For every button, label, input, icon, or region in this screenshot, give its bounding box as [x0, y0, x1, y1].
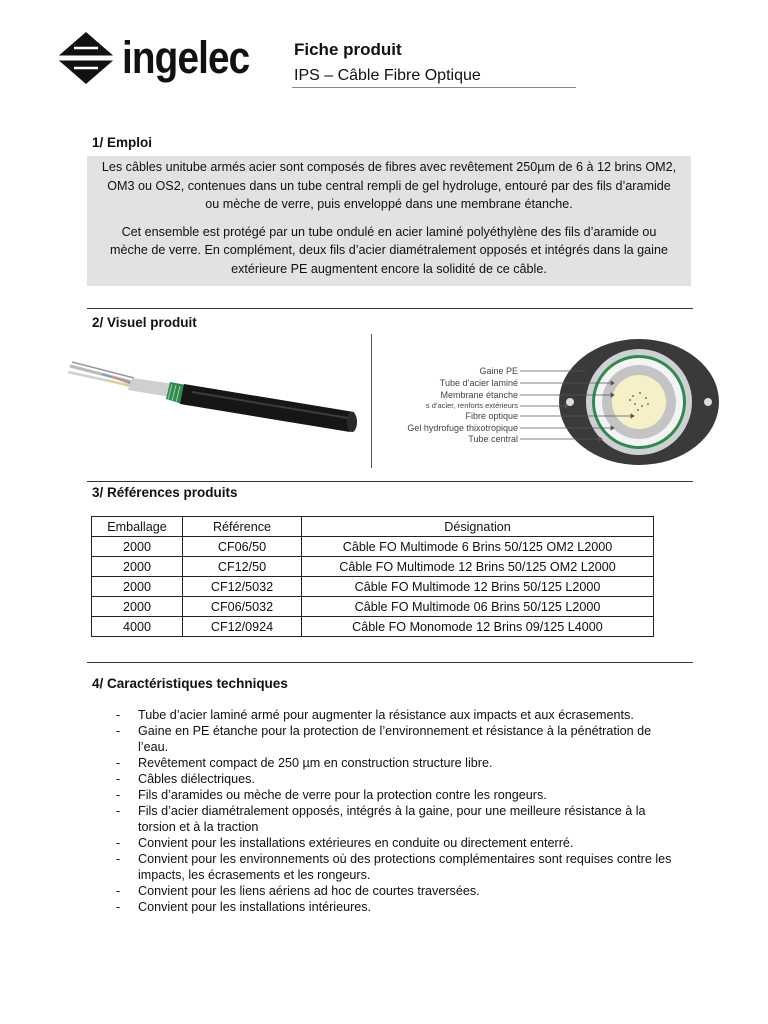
table-header-row — [92, 517, 654, 537]
brand-name: ingelec — [122, 32, 250, 83]
cross-label: Membrane étanche — [440, 390, 518, 400]
cross-label: Gel hydrofuge thixotropique — [407, 423, 518, 433]
characteristics-list — [113, 707, 683, 915]
cell-emballage: 4000 — [92, 617, 183, 637]
cell-emballage: 2000 — [92, 597, 183, 617]
cell-emballage: 2000 — [92, 557, 183, 577]
emploi-text-box — [87, 156, 691, 286]
cell-reference: CF06/50 — [183, 537, 302, 557]
table-row — [92, 617, 654, 637]
section-title-references: 3/ Références produits — [92, 485, 238, 500]
list-item: - Revêtement compact de 250 µm en construction structure libre. — [113, 755, 683, 771]
list-item: - Convient pour les installations extérieures en conduite ou directement enterré. — [113, 835, 683, 851]
column-header-designation: Désignation — [302, 517, 654, 537]
cross-label: Tube central — [468, 434, 518, 444]
section-title-emploi: 1/ Emploi — [92, 135, 153, 150]
brand-logo — [54, 30, 264, 86]
list-item: - Fils d’aramides ou mèche de verre pour la protection contre les rongeurs. — [113, 787, 683, 803]
cell-designation: Câble FO Multimode 12 Brins 50/125 L2000 — [302, 577, 654, 597]
header-divider — [292, 87, 576, 88]
logo-diamond-icon — [54, 30, 118, 86]
list-item: - Tube d’acier laminé armé pour augmenter la résistance aux impacts et aux écrasements. — [113, 707, 683, 723]
cell-reference: CF12/5032 — [183, 577, 302, 597]
cross-label: Gaine PE — [479, 366, 518, 376]
section-divider — [87, 308, 693, 309]
column-header-reference: Référence — [183, 517, 302, 537]
list-item: - Convient pour les environnements où des protections complémentaires sont requises contre les impacts, les écrasements et les rongeurs. — [113, 851, 683, 883]
list-item: - Convient pour les liens aériens ad hoc de courtes traversées. — [113, 883, 683, 899]
references-table — [91, 516, 654, 637]
cross-label: s d’acier, renforts extérieurs — [425, 401, 518, 410]
cell-designation: Câble FO Multimode 06 Brins 50/125 L2000 — [302, 597, 654, 617]
cross-label: Fibre optique — [465, 411, 518, 421]
table-row — [92, 597, 654, 617]
emploi-paragraph: Les câbles unitube armés acier sont composés de fibres avec revêtement 250µm de 6 à 12 brins OM2, OM3 ou OS2, contenues dans un tube central rempli de gel hydroluge, entouré par des fils d’aramide ou mèche de verre, puis enveloppé dans une membrane étanche. — [101, 160, 677, 211]
visual-divider — [371, 334, 372, 468]
section-divider — [87, 481, 693, 482]
column-header-emballage: Emballage — [92, 517, 183, 537]
cell-reference: CF12/0924 — [183, 617, 302, 637]
cell-emballage: 2000 — [92, 537, 183, 557]
section-divider — [87, 662, 693, 663]
cross-label: Tube d’acier laminé — [439, 378, 518, 388]
cable-cross-section-diagram — [378, 336, 723, 468]
cell-emballage: 2000 — [92, 577, 183, 597]
cable-photo — [62, 352, 362, 442]
emploi-paragraph: Cet ensemble est protégé par un tube ondulé en acier laminé polyéthylène des fils d’aramide ou mèche de verre. En complément, deux fils d’acier diamétralement opposés et intégrés dans la gaine extérieure PE augmentent encore la solidité de ce câble. — [110, 224, 668, 276]
cell-designation: Câble FO Multimode 12 Brins 50/125 OM2 L2000 — [302, 557, 654, 577]
table-row — [92, 557, 654, 577]
cell-designation: Câble FO Monomode 12 Brins 09/125 L4000 — [302, 617, 654, 637]
table-row — [92, 537, 654, 557]
list-item: - Câbles diélectriques. — [113, 771, 683, 787]
list-item: - Fils d’acier diamétralement opposés, intégrés à la gaine, pour une meilleure résistance à la torsion et à la traction — [113, 803, 683, 835]
section-title-visuel: 2/ Visuel produit — [92, 315, 197, 330]
table-row — [92, 577, 654, 597]
list-item: - Convient pour les installations intérieures. — [113, 899, 683, 915]
cell-designation: Câble FO Multimode 6 Brins 50/125 OM2 L2000 — [302, 537, 654, 557]
section-title-caracteristiques: 4/ Caractéristiques techniques — [92, 676, 288, 691]
document-subtitle: IPS – Câble Fibre Optique — [294, 67, 481, 84]
document-title: Fiche produit — [294, 40, 402, 59]
cell-reference: CF12/50 — [183, 557, 302, 577]
list-item: - Gaine en PE étanche pour la protection de l’environnement et résistance à la pénétration de l’eau. — [113, 723, 683, 755]
cell-reference: CF06/5032 — [183, 597, 302, 617]
